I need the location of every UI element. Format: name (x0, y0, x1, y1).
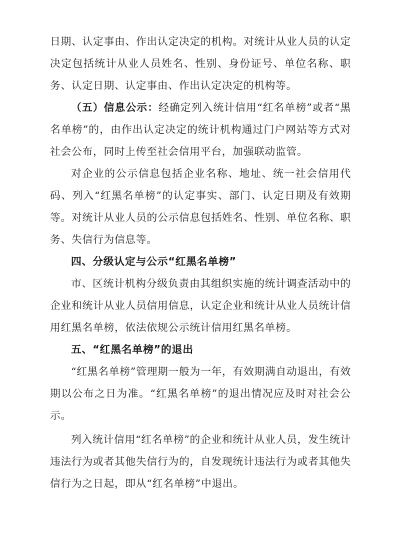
section-lead-information-disclosure: （五）信息公示： (71, 102, 159, 114)
paragraph-information-disclosure-text: 经确定列入统计信用“红名单榜”或者“黑名单榜”的，由作出认定决定的统计机构通过门户网站等方式对社会公布，同时上传至社会信用平台，加强联动监管。 (50, 102, 351, 158)
section-heading-graded-identification: 四、分级认定与公示“红黑名单榜” (71, 256, 237, 268)
paragraph-information-disclosure (50, 97, 351, 163)
paragraph-list-exit-period: “红黑名单榜”管理期一般为一年，有效期满自动退出，有效期以公布之日为准。“红黑名单榜”的退出情况应及时对社会公示。 (50, 366, 351, 422)
paragraph-graded-identification: 市、区统计机构分级负责由其组织实施的统计调查活动中的企业和统计从业人员信用信息，认定企业和统计从业人员统计信用红黑名单榜，依法依规公示统计信用红黑名单榜。 (50, 278, 351, 334)
paragraph-red-list-removal: 列入统计信用“红名单榜”的企业和统计从业人员，发生统计违法行为或者其他失信行为的，自发现统计违法行为或者其他失信行为之日起，即从“红名单榜”中退出。 (50, 434, 351, 490)
section-heading-list-exit: 五、“红黑名单榜”的退出 (71, 344, 194, 356)
paragraph-identification-details: 日期、认定事由、作出认定决定的机构。对统计从业人员的认定决定包括统计从业人员姓名、性别、身份证号、单位名称、职务、认定日期、认定事由、作出认定决定的机构等。 (50, 36, 351, 92)
paragraph-disclosure-contents: 对企业的公示信息包括企业名称、地址、统一社会信用代码、列入“红黑名单榜”的认定事实、部门、认定日期及有效期等。对统计从业人员的公示信息包括姓名、性别、单位名称、职务、失信行为信息等。 (50, 168, 351, 246)
